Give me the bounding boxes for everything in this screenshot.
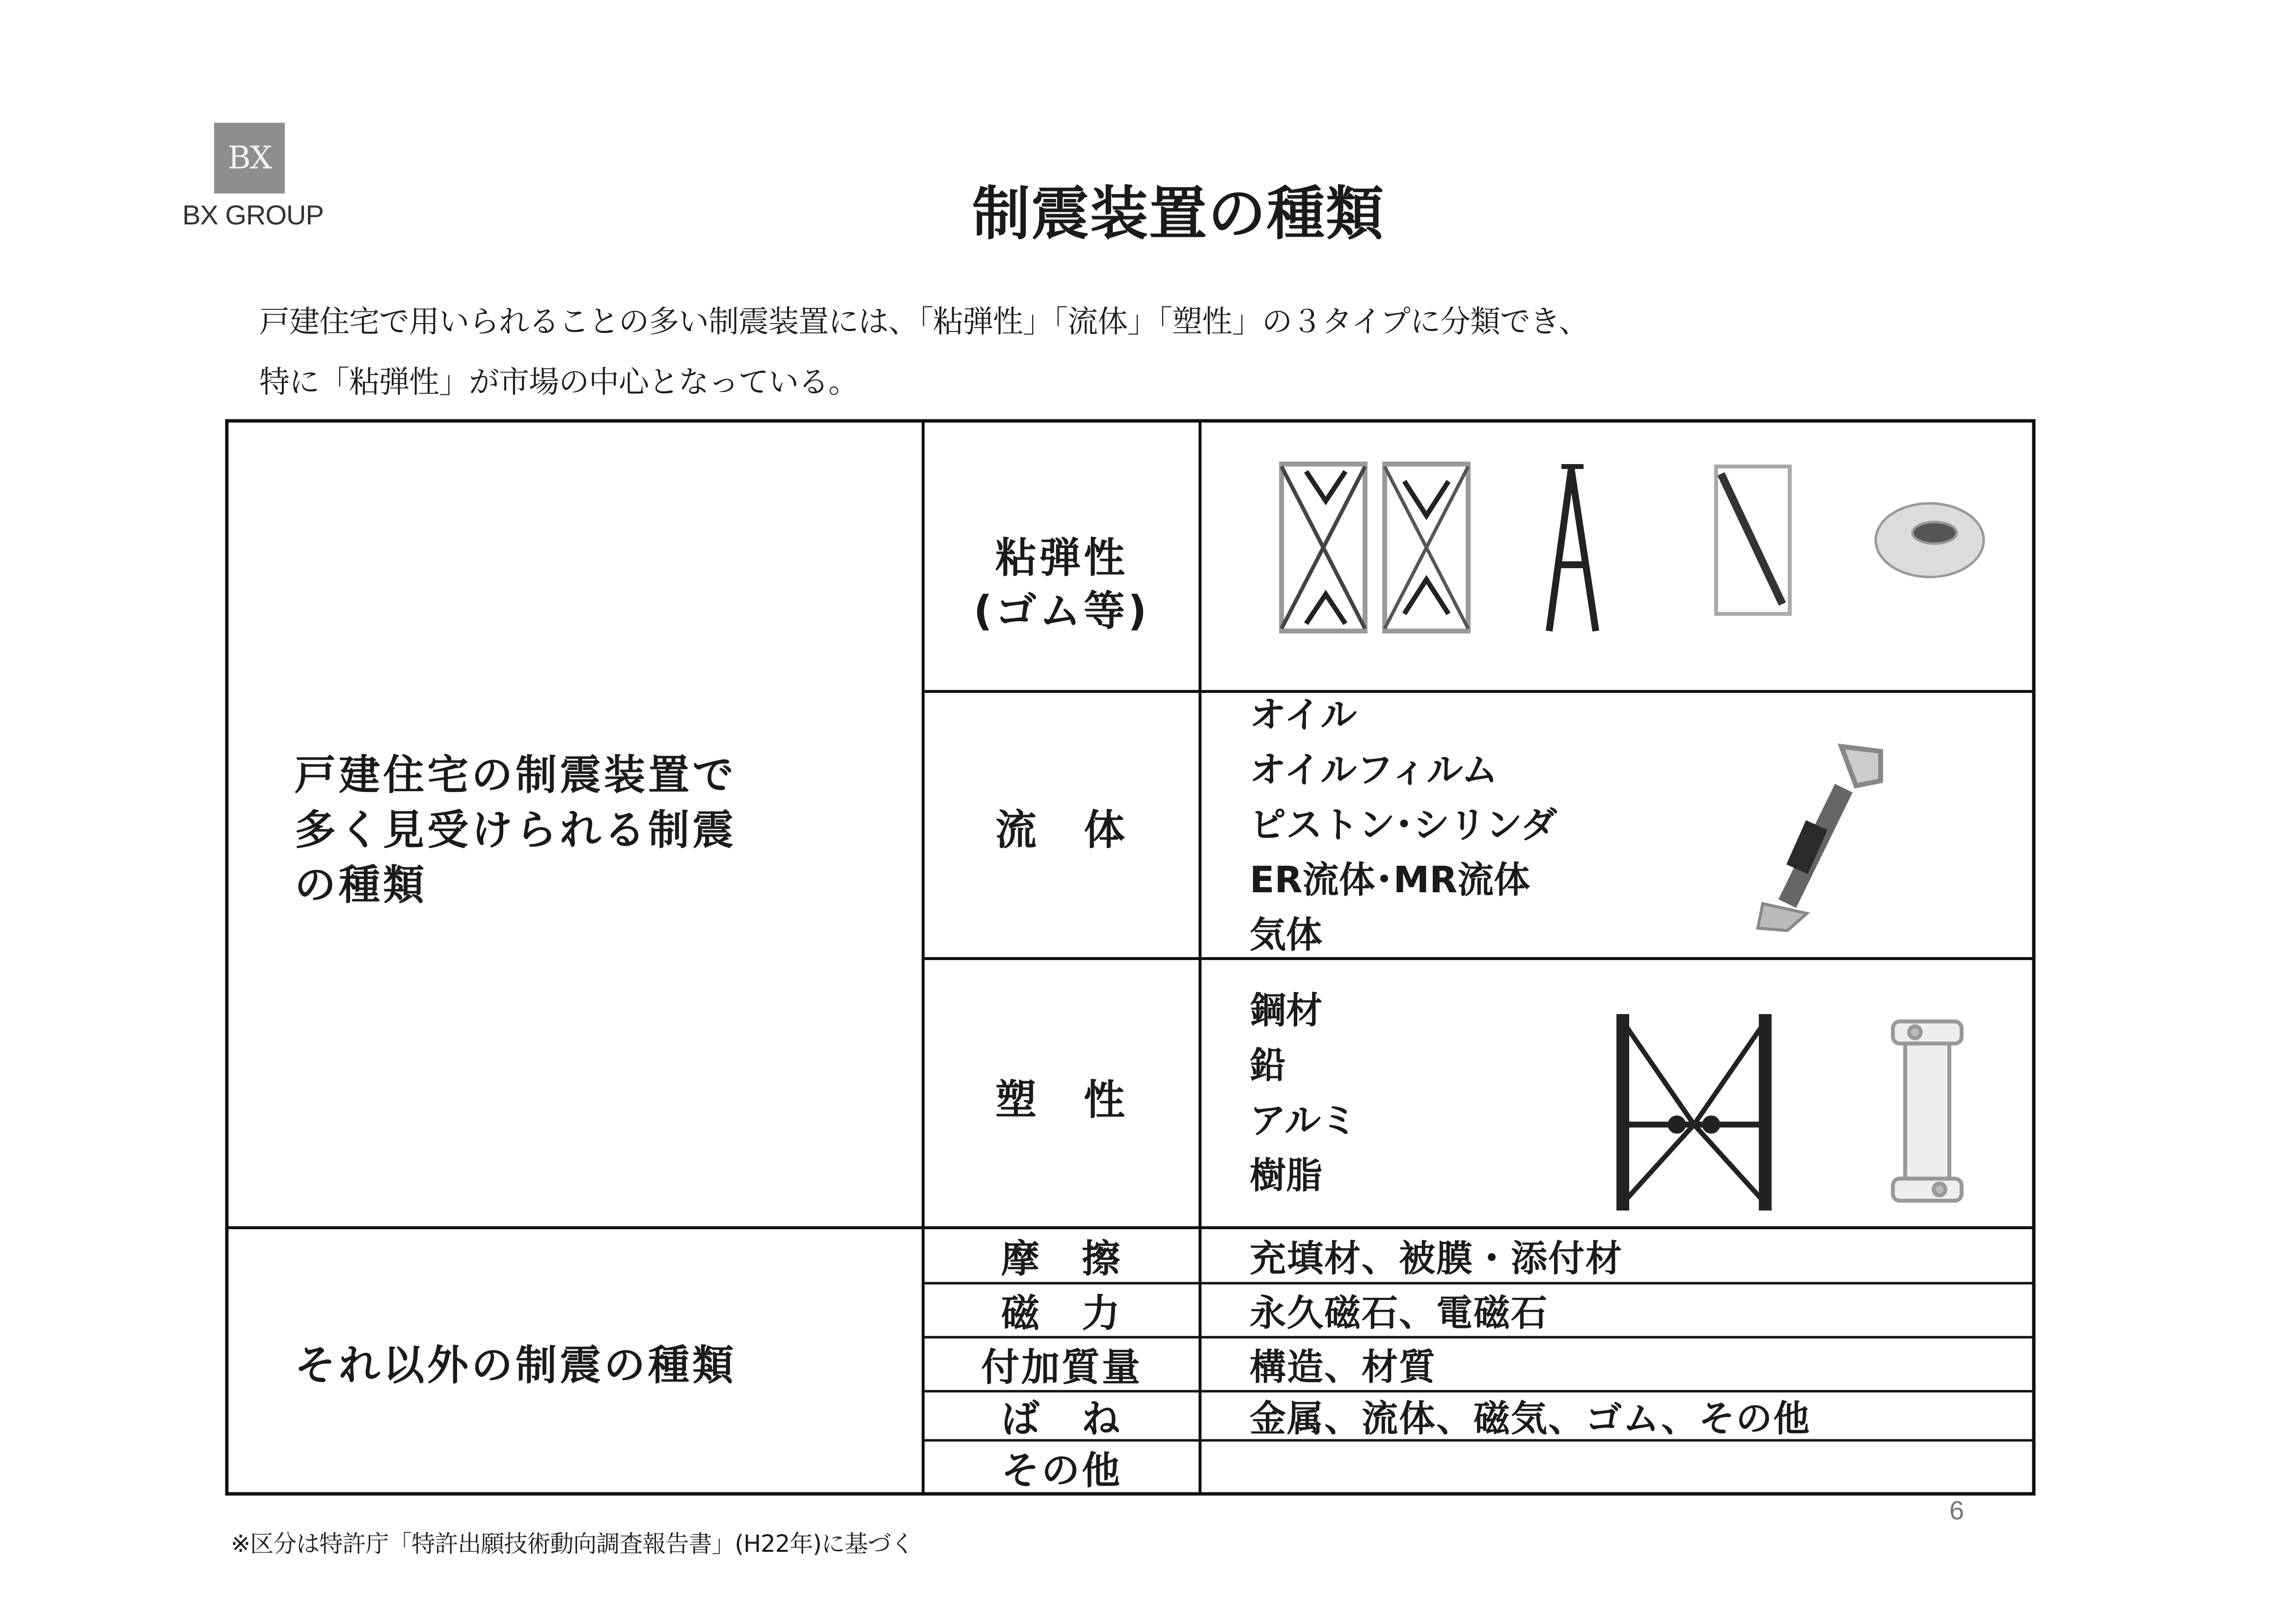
group1-label-line-3: の種類 xyxy=(295,861,428,909)
group1-label xyxy=(295,737,884,923)
viscoelastic-label-main: 粘弾性 xyxy=(995,534,1128,582)
steel-frame-damper-illustration xyxy=(1623,1014,1765,1211)
fluid-label: 流 体 xyxy=(995,806,1128,854)
diagonal-damper-illustration xyxy=(1716,467,1790,614)
plastic-item: 鋼材 xyxy=(1250,990,1322,1032)
other-row-value: 充填材、被膜・添付材 xyxy=(1250,1237,1623,1280)
plastic-item: 樹脂 xyxy=(1250,1155,1322,1197)
fluid-item: オイルフィルム xyxy=(1250,749,1498,791)
fluid-item: 気体 xyxy=(1250,914,1322,956)
group2-label: それ以外の制震の種類 xyxy=(295,1341,737,1389)
plastic-label: 塑 性 xyxy=(995,1076,1128,1124)
fluid-item: ピストン･シリンダ xyxy=(1250,804,1558,846)
intro-line-1: 戸建住宅で用いられることの多い制震装置には、「粘弾性」「流体」「塑性」の３タイプに分類でき、 xyxy=(259,303,1589,339)
other-row-label: 磁 力 xyxy=(1001,1292,1122,1336)
other-row-label: 摩 擦 xyxy=(1001,1237,1122,1281)
rubber-damper-illustration xyxy=(1876,503,1984,577)
logo-mark: BX xyxy=(214,123,285,193)
aluminum-damper-illustration xyxy=(1893,1021,1962,1201)
plastic-item: 鉛 xyxy=(1250,1045,1286,1087)
other-row-value xyxy=(1250,1440,2011,1494)
frame-damper-illustration-1 xyxy=(1282,464,1365,631)
fluid-items xyxy=(1250,691,1741,959)
other-row-label: その他 xyxy=(1001,1448,1122,1493)
footnote: ※区分は特許庁「特許出願技術動向調査報告書」(H22年)に基づく xyxy=(231,1530,914,1558)
other-row-value: 永久磁石、電磁石 xyxy=(1250,1292,1548,1334)
fluid-item: ER流体･MR流体 xyxy=(1250,859,1531,901)
page-number: 6 xyxy=(1949,1496,1965,1525)
other-row-value: 構造、材質 xyxy=(1250,1346,1436,1388)
fluid-item: オイル xyxy=(1250,694,1357,736)
intro-line-2: 特に「粘弾性」が市場の中心となっている。 xyxy=(259,364,859,400)
logo-text: BX GROUP xyxy=(182,199,324,230)
oil-damper-illustration xyxy=(1758,746,1881,931)
group1-label-line-2: 多く見受けられる制震 xyxy=(295,806,737,854)
group1-label-line-1: 戸建住宅の制震装置で xyxy=(295,751,737,799)
plastic-items xyxy=(1250,959,1593,1228)
other-row-value: 金属、流体、磁気、ゴム、その他 xyxy=(1250,1398,1811,1440)
viscoelastic-label-sub: (ゴム等) xyxy=(973,587,1150,635)
a-brace-damper-illustration xyxy=(1549,467,1596,631)
viscoelastic-label xyxy=(923,521,1200,648)
other-row-label: ば ね xyxy=(1001,1397,1122,1441)
plastic-item: アルミ xyxy=(1250,1100,1358,1142)
other-row-label: 付加質量 xyxy=(981,1346,1142,1390)
page-title: 制震装置の種類 xyxy=(972,180,1385,248)
frame-damper-illustration-2 xyxy=(1385,464,1468,631)
